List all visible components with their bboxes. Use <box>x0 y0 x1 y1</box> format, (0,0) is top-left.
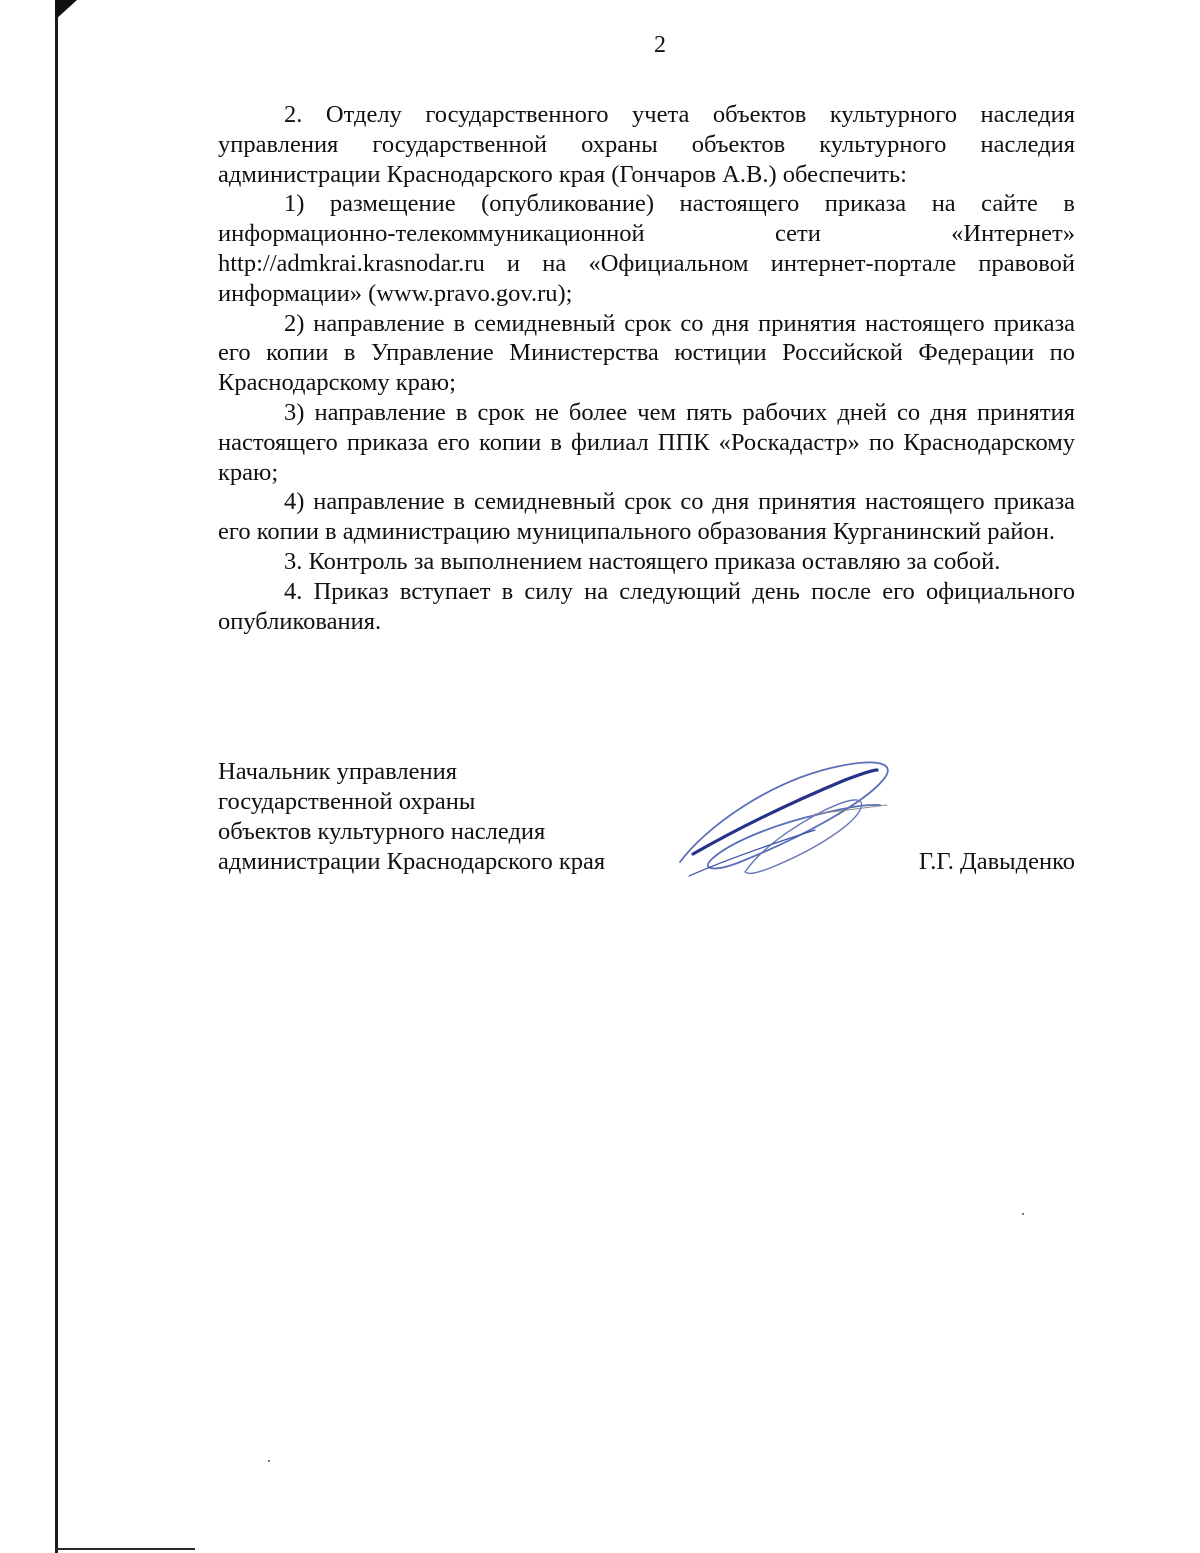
paragraph-item-3: 3. Контроль за выполнением настоящего приказа оставляю за собой. <box>284 547 1001 575</box>
signatory-position-line: объектов культурного наследия <box>218 818 546 845</box>
paragraph-item-4: 4. Приказ вступает в силу на следующий день после его официального опубликования. <box>218 577 1075 635</box>
page-number: 2 <box>654 32 666 58</box>
paragraph-item-2: 2. Отделу государственного учета объектов культурного наследия управления государственной охраны объектов культурного наследия администрации Краснодарского края (Гончаров А.В.) обеспечить: <box>218 101 1075 188</box>
paragraph-subitem-4: 4) направление в семидневный срок со дня принятия настоящего приказа его копии в администрацию муниципального образования Курганинский район. <box>218 488 1075 546</box>
paragraph-subitem-1: 1) размещение (опубликование) настоящего приказа на сайте в информационно-телекоммуникационной сети «Интернет» http://admkrai.krasnodar.ru и на «Официальном интернет-портале правовой информации» (www.pravo.gov.ru); <box>218 190 1075 307</box>
scan-edge-bottom <box>55 1548 195 1550</box>
paragraph-subitem-2: 2) направление в семидневный срок со дня принятия настоящего приказа его копии в Управление Министерства юстиции Российской Федерации по Краснодарскому краю; <box>218 309 1075 397</box>
signatory-position-line: государственной охраны <box>218 788 476 815</box>
scan-speck <box>268 1460 270 1462</box>
scan-corner-mark <box>55 0 77 20</box>
signatory-name: Г.Г. Давыденко <box>918 848 1075 875</box>
document-body <box>218 100 1075 636</box>
scan-speck <box>1022 1213 1024 1215</box>
scan-edge-left <box>55 0 58 1553</box>
signatory-position-line: Начальник управления <box>218 758 457 785</box>
paragraph-subitem-3: 3) направление в срок не более чем пять рабочих дней со дня принятия настоящего приказа его копии в филиал ППК «Роскадастр» по Краснодарскому краю; <box>218 398 1075 486</box>
signatory-position-line: администрации Краснодарского края <box>218 848 606 875</box>
signatory-position <box>218 757 638 877</box>
